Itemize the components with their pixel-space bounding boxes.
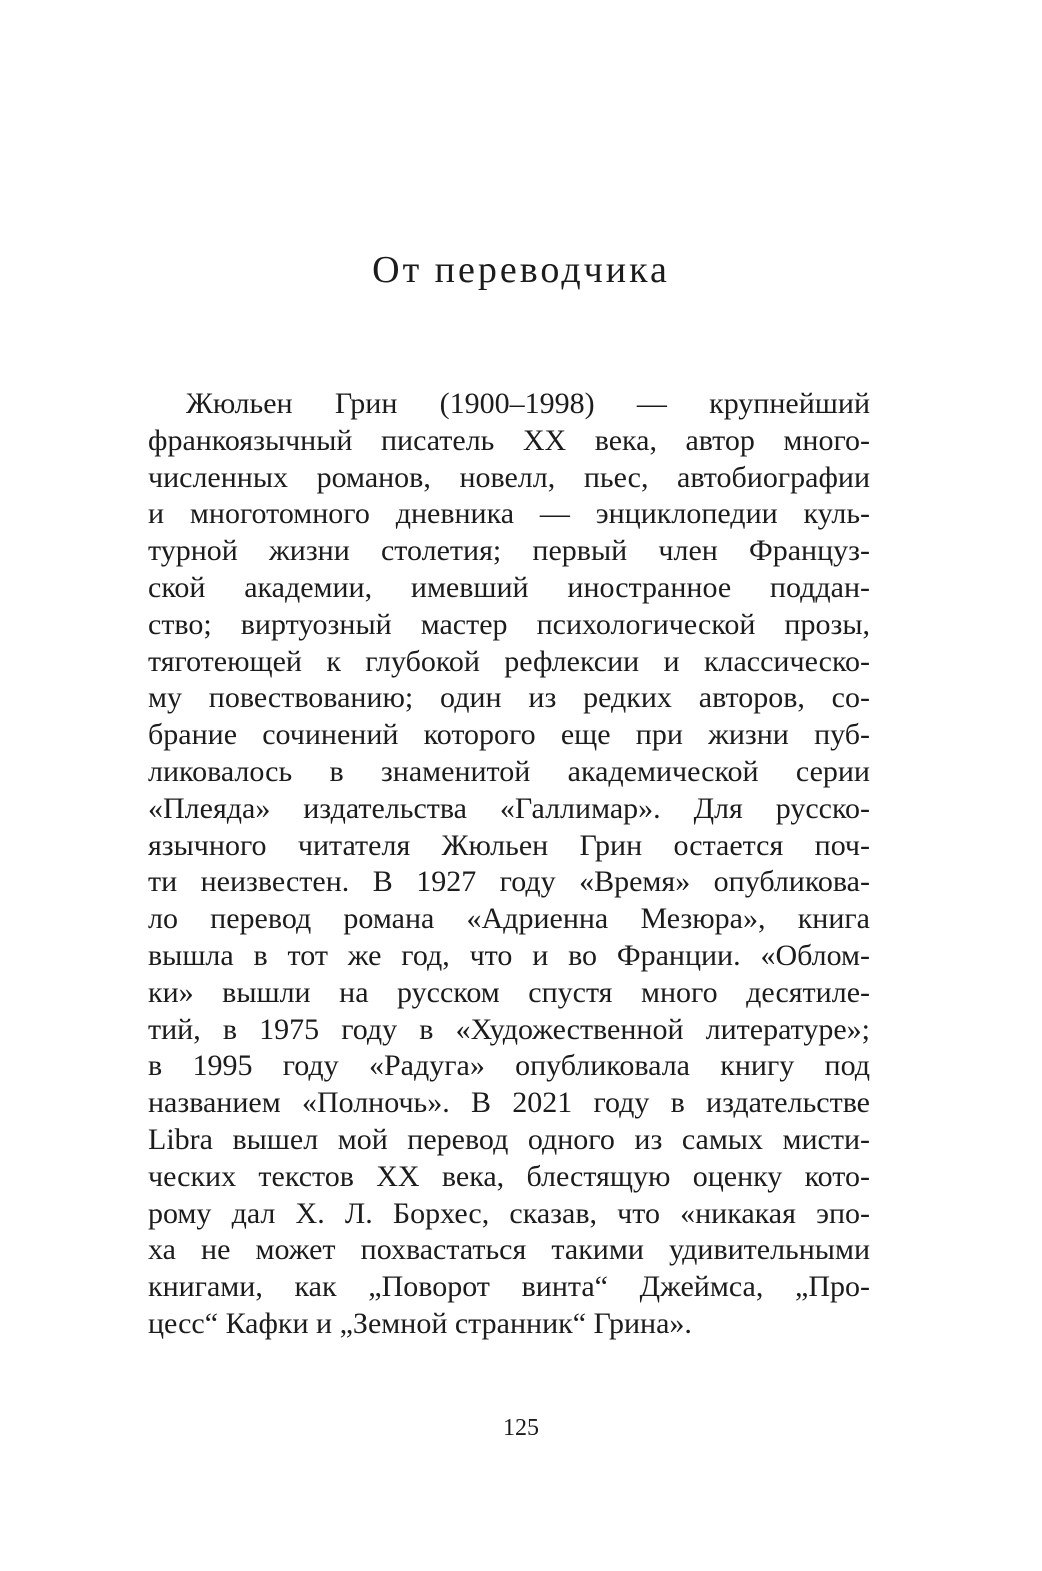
text-line: в 1995 году «Радуга» опубликовала книгу под (148, 1049, 870, 1083)
text-line: ло перевод романа «Адриенна Мезюра», книга (148, 902, 870, 936)
text-line: рому дал Х. Л. Борхес, сказав, что «никакая эпо- (148, 1196, 870, 1230)
paragraph (148, 386, 870, 1343)
text-line: ти неизвестен. В 1927 году «Время» опубликова- (148, 865, 870, 899)
text-line: численных романов, новелл, пьес, автобиографии (148, 460, 870, 494)
text-line: тий, в 1975 году в «Художественной литературе»; (148, 1012, 870, 1046)
text-line: Жюльен Грин (1900–1998) — крупнейший (186, 387, 870, 420)
text-line: и многотомного дневника — энциклопедии куль- (148, 497, 870, 531)
text-line: ки» вышли на русском спустя много десятиле- (148, 975, 870, 1009)
text-line: турной жизни столетия; первый член Француз- (148, 534, 870, 568)
text-line: Libra вышел мой перевод одного из самых мисти- (148, 1122, 870, 1156)
text-line: франкоязычный писатель XX века, автор много- (148, 423, 870, 457)
text-line: названием «Полночь». В 2021 году в издательстве (148, 1086, 870, 1120)
text-line: ской академии, имевший иностранное поддан- (148, 570, 870, 604)
page-title: От переводчика (372, 249, 670, 291)
text-line: тяготеющей к глубокой рефлексии и классическо- (148, 644, 870, 678)
text-line: цесс“ Кафки и „Земной странник“ Грина». (148, 1306, 692, 1340)
text-line: ство; виртуозный мастер психологической прозы, (148, 607, 870, 641)
text-line: му повествованию; один из редких авторов, со- (148, 681, 870, 715)
text-line: вышла в тот же год, что и во Франции. «Облом- (148, 938, 870, 972)
text-line: книгами, как „Поворот винта“ Джеймса, „Про- (148, 1270, 870, 1304)
text-line: брание сочинений которого еще при жизни пуб- (148, 718, 870, 752)
text-line: ческих текстов XX века, блестящую оценку кото- (148, 1159, 870, 1193)
page-number: 125 (503, 1415, 539, 1441)
text-line: ликовалось в знаменитой академической серии (148, 754, 870, 788)
text-line: «Плеяда» издательства «Галлимар». Для русско- (148, 791, 870, 825)
text-line: ха не может похвастаться такими удивительными (148, 1233, 870, 1267)
text-line: язычного читателя Жюльен Грин остается поч- (148, 828, 870, 862)
